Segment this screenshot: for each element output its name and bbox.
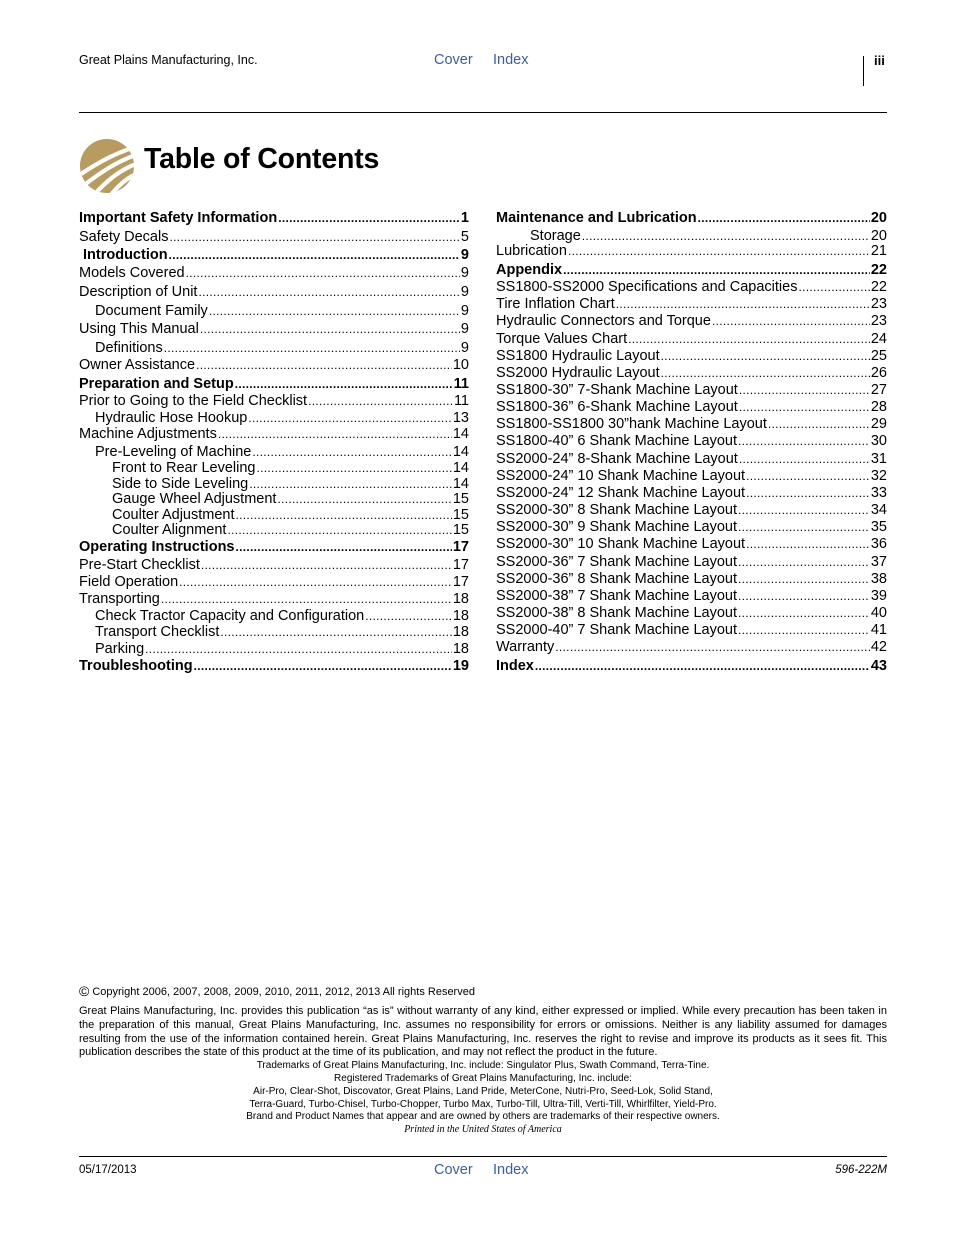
toc-leader-dots [278, 210, 460, 226]
toc-entry[interactable] [79, 229, 469, 245]
toc-entry[interactable] [496, 433, 887, 449]
toc-leader-dots [235, 376, 453, 392]
toc-entry-page: 17 [452, 574, 469, 590]
toc-entry-page: 15 [452, 507, 469, 523]
toc-leader-dots [712, 313, 870, 329]
toc-entry[interactable] [79, 357, 469, 373]
toc-entry-page: 18 [452, 624, 469, 640]
footer-rule [79, 1156, 887, 1157]
toc-entry-label: Pre-Leveling of Machine [95, 444, 252, 460]
toc-entry-label: Definitions [95, 340, 163, 356]
toc-entry-label: Tire Inflation Chart [496, 296, 615, 312]
toc-entry[interactable] [79, 210, 469, 226]
toc-entry-page: 1 [460, 210, 469, 226]
toc-leader-dots [738, 622, 870, 638]
toc-entry[interactable] [496, 262, 887, 278]
toc-entry-page: 34 [870, 502, 887, 518]
toc-leader-dots [365, 608, 452, 624]
toc-leader-dots [661, 365, 870, 381]
toc-entry-page: 41 [870, 622, 887, 638]
toc-entry-label: Using This Manual [79, 321, 199, 337]
trademark-line-4: Terra-Guard, Turbo-Chisel, Turbo-Chopper, Turbo Max, Turbo-Till, Ultra-Till, Verti-Till, Whirlfilter, Yield-Pro. [249, 1099, 717, 1110]
toc-leader-dots [179, 574, 452, 590]
toc-leader-dots [161, 591, 452, 607]
toc-entry[interactable] [95, 624, 469, 640]
toc-leader-dots [308, 393, 453, 409]
toc-entry[interactable] [496, 296, 887, 312]
toc-leader-dots [164, 340, 460, 356]
toc-entry-label: SS2000-30” 9 Shank Machine Layout [496, 519, 738, 535]
toc-entry-label: Machine Adjustments [79, 426, 217, 442]
toc-leader-dots [739, 382, 870, 398]
toc-entry-page: 9 [460, 247, 469, 263]
copyright-notice [79, 983, 475, 999]
toc-entry-label: Side to Side Leveling [112, 476, 249, 492]
toc-leader-dots [738, 605, 870, 621]
toc-entry[interactable] [496, 279, 887, 295]
toc-entry-page: 14 [452, 426, 469, 442]
toc-entry[interactable] [79, 284, 469, 300]
toc-entry[interactable] [496, 348, 887, 364]
toc-entry-page: 31 [870, 451, 887, 467]
toc-entry-page: 36 [870, 536, 887, 552]
toc-entry-page: 23 [870, 296, 887, 312]
toc-entry-label: SS2000-40” 7 Shank Machine Layout [496, 622, 738, 638]
toc-entry-page: 9 [460, 303, 469, 319]
copyright-symbol: © [79, 983, 90, 999]
toc-entry-label: Torque Values Chart [496, 331, 628, 347]
toc-leader-dots [746, 468, 870, 484]
toc-entry-label: Description of Unit [79, 284, 198, 300]
toc-entry[interactable] [496, 536, 887, 552]
toc-entry-page: 38 [870, 571, 887, 587]
toc-entry-page: 25 [870, 348, 887, 364]
toc-entry-page: 40 [870, 605, 887, 621]
toc-entry-page: 28 [870, 399, 887, 415]
toc-entry-label: Hydraulic Connectors and Torque [496, 313, 711, 329]
toc-leader-dots [169, 229, 459, 245]
toc-entry[interactable] [496, 658, 887, 674]
toc-entry-label: Gauge Wheel Adjustment [112, 491, 277, 507]
toc-entry-page: 18 [452, 608, 469, 624]
toc-entry-label: Lubrication [496, 243, 567, 259]
toc-entry-page: 19 [452, 658, 469, 674]
toc-entry-label: SS1800-SS2000 Specifications and Capacities [496, 279, 798, 295]
toc-entry[interactable] [79, 574, 469, 590]
toc-entry-page: 11 [453, 393, 469, 409]
toc-entry[interactable] [112, 522, 469, 538]
toc-leader-dots [200, 321, 460, 337]
toc-entry-page: 15 [452, 491, 469, 507]
toc-entry-label: Maintenance and Lubrication [496, 210, 697, 226]
toc-entry[interactable] [79, 557, 469, 573]
great-plains-logo-icon [79, 138, 135, 194]
toc-entry-label: Safety Decals [79, 229, 169, 245]
toc-entry[interactable] [496, 554, 887, 570]
toc-leader-dots [768, 416, 870, 432]
toc-leader-dots [252, 444, 451, 460]
toc-entry-label: Check Tractor Capacity and Configuration [95, 608, 365, 624]
copyright-text: Copyright 2006, 2007, 2008, 2009, 2010, 2011, 2012, 2013 All rights Reserved [92, 986, 475, 998]
toc-entry[interactable] [496, 468, 887, 484]
toc-entry-page: 13 [452, 410, 469, 426]
toc-leader-dots [277, 491, 451, 507]
toc-leader-dots [661, 348, 870, 364]
toc-entry-page: 14 [452, 444, 469, 460]
toc-entry-page: 37 [870, 554, 887, 570]
toc-entry-page: 17 [452, 539, 469, 555]
toc-entry[interactable] [112, 460, 469, 476]
toc-leader-dots [555, 639, 870, 655]
trademark-line-1: Trademarks of Great Plains Manufacturing, Inc. include: Singulator Plus, Swath Command, Terra-Tine. [256, 1060, 710, 1071]
toc-entry-page: 21 [870, 243, 887, 259]
toc-entry-page: 30 [870, 433, 887, 449]
toc-entry-page: 26 [870, 365, 887, 381]
toc-entry-page: 14 [452, 476, 469, 492]
publication-date: 05/17/2013 [79, 1164, 137, 1176]
toc-entry-page: 35 [870, 519, 887, 535]
footer-cover-link[interactable]: Cover [434, 1162, 473, 1178]
toc-entry-page: 5 [460, 229, 469, 245]
toc-entry[interactable] [95, 303, 469, 319]
toc-entry[interactable] [83, 247, 469, 263]
toc-entry-page: 20 [870, 228, 887, 244]
header-divider [863, 56, 864, 86]
toc-entry-label: SS1800-40” 6 Shank Machine Layout [496, 433, 738, 449]
toc-entry-label: Warranty [496, 639, 555, 655]
toc-entry[interactable] [496, 451, 887, 467]
toc-entry-label: Pre-Start Checklist [79, 557, 200, 573]
toc-entry-label: Prior to Going to the Field Checklist [79, 393, 308, 409]
toc-entry-label: Index [496, 658, 534, 674]
toc-entry[interactable] [79, 591, 469, 607]
toc-leader-dots [169, 247, 460, 263]
toc-entry[interactable] [496, 639, 887, 655]
toc-entry-label: SS2000-24” 10 Shank Machine Layout [496, 468, 746, 484]
page-number: iii [874, 53, 885, 68]
toc-entry-page: 10 [452, 357, 469, 373]
toc-entry-page: 22 [870, 279, 887, 295]
toc-entry-label: Coulter Alignment [112, 522, 227, 538]
toc-leader-dots [798, 279, 869, 295]
toc-entry-page: 18 [452, 591, 469, 607]
toc-leader-dots [236, 539, 452, 555]
toc-entry[interactable] [95, 340, 469, 356]
toc-leader-dots [616, 296, 870, 312]
trademark-line-3: Air-Pro, Clear-Shot, Discovator, Great Plains, Land Pride, MeterCone, Nutri-Pro, Seed-Lok, Solid Stand, [253, 1086, 713, 1097]
toc-leader-dots [739, 451, 870, 467]
toc-leader-dots [249, 476, 452, 492]
toc-leader-dots [738, 554, 870, 570]
trademark-line-2: Registered Trademarks of Great Plains Manufacturing, Inc. include: [334, 1073, 632, 1084]
toc-entry-page: 27 [870, 382, 887, 398]
toc-entry[interactable] [496, 210, 887, 226]
toc-entry[interactable] [95, 410, 469, 426]
toc-entry-label: SS2000-36” 7 Shank Machine Layout [496, 554, 738, 570]
header-rule [79, 112, 887, 113]
toc-leader-dots [256, 460, 451, 476]
toc-entry[interactable] [79, 426, 469, 442]
toc-entry-label: Coulter Adjustment [112, 507, 235, 523]
toc-entry[interactable] [79, 393, 469, 409]
trademark-line-5: Brand and Product Names that appear and are owned by others are trademarks of their respective owners. [246, 1111, 720, 1122]
company-name: Great Plains Manufacturing, Inc. [79, 53, 258, 67]
cover-link[interactable]: Cover [434, 52, 473, 68]
toc-entry[interactable] [496, 571, 887, 587]
toc-leader-dots [698, 210, 870, 226]
toc-leader-dots [194, 658, 452, 674]
toc-leader-dots [738, 588, 870, 604]
disclaimer-text: Great Plains Manufacturing, Inc. provides this publication “as is” without warranty of any kind, either expressed or implied. While every precaution has been taken in the preparation of this manual, Great Plains Manufacturing, Inc. assumes no responsibility for errors or omissions. Neither is any liability assumed for damages resulting from the use of the information contained herein. Great Plains Manufacturing, Inc. reserves the right to revise and improve its products as it sees fit. This publication describes the state of this product at the time of its publication, and may not reflect the product in the future. [79, 1005, 887, 1059]
toc-entry-label: Hydraulic Hose Hookup [95, 410, 248, 426]
toc-entry-page: 11 [453, 376, 469, 392]
toc-entry-label: Front to Rear Leveling [112, 460, 256, 476]
toc-entry[interactable] [496, 243, 887, 259]
toc-entry-label: Preparation and Setup [79, 376, 234, 392]
toc-entry-label: Owner Assistance [79, 357, 196, 373]
toc-entry[interactable] [496, 622, 887, 638]
toc-entry[interactable] [79, 658, 469, 674]
toc-entry-page: 9 [460, 284, 469, 300]
toc-entry-label: SS1800-SS1800 30”hank Machine Layout [496, 416, 767, 432]
toc-entry[interactable] [79, 539, 469, 555]
toc-leader-dots [738, 433, 870, 449]
toc-entry[interactable] [112, 491, 469, 507]
toc-entry-page: 32 [870, 468, 887, 484]
toc-entry[interactable] [530, 228, 887, 244]
toc-leader-dots [746, 536, 870, 552]
toc-entry-label: Transporting [79, 591, 160, 607]
toc-entry-page: 9 [460, 340, 469, 356]
toc-leader-dots [220, 624, 451, 640]
toc-leader-dots [198, 284, 459, 300]
toc-entry-label: Models Covered [79, 265, 185, 281]
toc-entry[interactable] [496, 365, 887, 381]
toc-entry-page: 39 [870, 588, 887, 604]
toc-entry[interactable] [496, 485, 887, 501]
toc-entry[interactable] [95, 641, 469, 657]
toc-entry-label: Storage [530, 228, 581, 244]
toc-entry[interactable] [496, 382, 887, 398]
toc-leader-dots [563, 262, 870, 278]
toc-entry[interactable] [496, 313, 887, 329]
toc-entry-page: 15 [452, 522, 469, 538]
toc-entry-label: Operating Instructions [79, 539, 235, 555]
toc-entry-label: SS1800-36” 6-Shank Machine Layout [496, 399, 738, 415]
toc-entry[interactable] [112, 507, 469, 523]
toc-leader-dots [201, 557, 452, 573]
toc-entry[interactable] [496, 331, 887, 347]
toc-leader-dots [218, 426, 452, 442]
printed-in-usa: Printed in the United States of America [404, 1124, 562, 1135]
toc-entry-page: 29 [870, 416, 887, 432]
toc-entry-page: 24 [870, 331, 887, 347]
toc-entry-label: SS1800-30” 7-Shank Machine Layout [496, 382, 738, 398]
toc-leader-dots [248, 410, 452, 426]
toc-entry-label: SS2000-30” 8 Shank Machine Layout [496, 502, 738, 518]
toc-entry-label: SS2000-38” 8 Shank Machine Layout [496, 605, 738, 621]
toc-leader-dots [746, 485, 870, 501]
toc-leader-dots [738, 502, 870, 518]
toc-entry-label: SS2000-24” 12 Shank Machine Layout [496, 485, 746, 501]
toc-entry-page: 14 [452, 460, 469, 476]
toc-entry[interactable] [79, 265, 469, 281]
toc-entry-page: 20 [870, 210, 887, 226]
toc-entry-page: 42 [870, 639, 887, 655]
toc-entry-label: Appendix [496, 262, 563, 278]
toc-entry-page: 9 [460, 265, 469, 281]
toc-entry-page: 33 [870, 485, 887, 501]
toc-entry[interactable] [496, 416, 887, 432]
toc-entry-label: Field Operation [79, 574, 179, 590]
toc-leader-dots [209, 303, 460, 319]
toc-entry-label: Introduction [83, 247, 168, 263]
toc-entry[interactable] [496, 519, 887, 535]
toc-entry-page: 9 [460, 321, 469, 337]
toc-entry-label: SS2000-30” 10 Shank Machine Layout [496, 536, 746, 552]
toc-entry[interactable] [496, 605, 887, 621]
toc-leader-dots [535, 658, 870, 674]
document-number: 596-222M [835, 1164, 887, 1176]
toc-entry[interactable] [95, 608, 469, 624]
index-link[interactable]: Index [493, 52, 529, 68]
toc-entry-page: 23 [870, 313, 887, 329]
toc-entry-label: SS2000 Hydraulic Layout [496, 365, 660, 381]
toc-leader-dots [739, 399, 870, 415]
toc-leader-dots [582, 228, 870, 244]
toc-entry[interactable] [79, 376, 469, 392]
toc-entry-label: Troubleshooting [79, 658, 193, 674]
toc-entry-label: SS2000-38” 7 Shank Machine Layout [496, 588, 738, 604]
toc-leader-dots [568, 243, 870, 259]
toc-entry[interactable] [95, 444, 469, 460]
toc-leader-dots [227, 522, 451, 538]
toc-leader-dots [628, 331, 870, 347]
toc-entry-label: Transport Checklist [95, 624, 220, 640]
toc-entry[interactable] [496, 588, 887, 604]
toc-entry-label: SS2000-36” 8 Shank Machine Layout [496, 571, 738, 587]
footer-index-link[interactable]: Index [493, 1162, 529, 1178]
toc-entry-page: 17 [452, 557, 469, 573]
toc-leader-dots [186, 265, 460, 281]
toc-entry[interactable] [112, 476, 469, 492]
toc-leader-dots [738, 571, 870, 587]
toc-entry-label: Important Safety Information [79, 210, 278, 226]
toc-entry-label: Parking [95, 641, 145, 657]
toc-leader-dots [738, 519, 870, 535]
toc-entry[interactable] [79, 321, 469, 337]
toc-leader-dots [145, 641, 452, 657]
page-title: Table of Contents [144, 143, 380, 175]
toc-entry[interactable] [496, 399, 887, 415]
toc-leader-dots [236, 507, 452, 523]
toc-entry-page: 22 [870, 262, 887, 278]
toc-leader-dots [196, 357, 452, 373]
toc-entry-label: SS1800 Hydraulic Layout [496, 348, 660, 364]
toc-entry-label: SS2000-24” 8-Shank Machine Layout [496, 451, 738, 467]
toc-entry-page: 43 [870, 658, 887, 674]
toc-entry-label: Document Family [95, 303, 208, 319]
toc-entry-page: 18 [452, 641, 469, 657]
toc-entry[interactable] [496, 502, 887, 518]
